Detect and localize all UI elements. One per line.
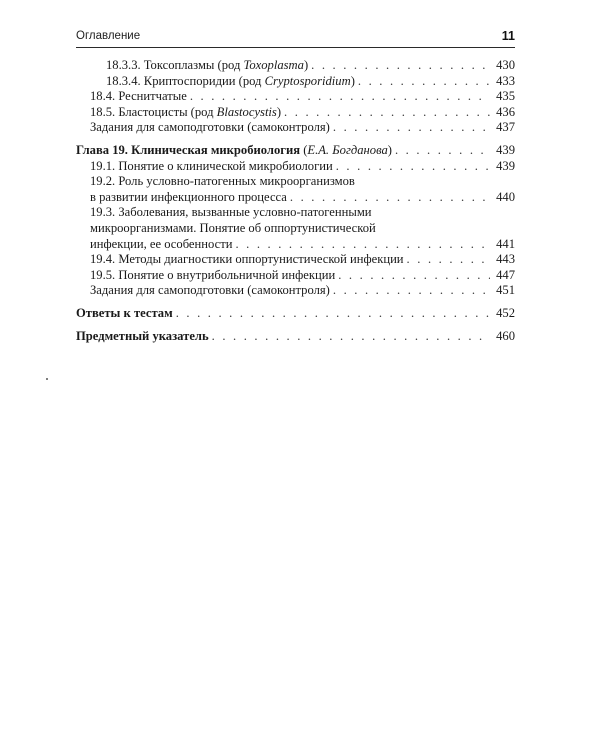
toc-entry-18-3-3 <box>76 58 515 74</box>
toc-entry-title: Задания для самоподготовки (самоконтроля) <box>90 283 330 298</box>
toc-entry-page: 436 <box>496 104 515 119</box>
toc-entry-title: 19.4. Методы диагностики оппортунистической инфекции <box>90 252 404 267</box>
toc-entry-title: Ответы к тестам <box>76 305 173 320</box>
leader-dots <box>190 89 490 105</box>
toc-entry-18-3-4 <box>76 74 515 90</box>
toc-entry-page: 447 <box>496 267 515 282</box>
toc-entry-19-4 <box>76 252 515 268</box>
toc-entry-19-5 <box>76 268 515 284</box>
toc-entry-self-check-19 <box>76 283 515 299</box>
toc-chapter-title: Глава 19. Клиническая микробиология (Е.А. Богданова) <box>76 142 392 157</box>
toc-entry-page: 437 <box>496 120 515 135</box>
leader-dots <box>407 252 490 268</box>
table-of-contents <box>76 58 515 344</box>
toc-entry-answers <box>76 306 515 322</box>
toc-entry-title: Задания для самоподготовки (самоконтроля) <box>90 120 330 135</box>
leader-dots <box>336 159 490 175</box>
toc-entry-page: 452 <box>496 305 515 320</box>
toc-entry-page: 439 <box>496 142 515 157</box>
leader-dots <box>235 237 490 253</box>
leader-dots <box>358 74 490 90</box>
toc-entry-line: 19.3. Заболевания, вызванные условно-патогенными <box>90 205 372 220</box>
toc-entry-18-4 <box>76 89 515 105</box>
toc-entry-self-check-18 <box>76 120 515 136</box>
toc-entry-19-3 <box>76 205 515 252</box>
toc-entry-title: 18.4. Реснитчатые <box>90 89 187 104</box>
toc-entry-title: 19.1. Понятие о клинической микробиологии <box>90 158 333 173</box>
toc-entry-page: 443 <box>496 252 515 267</box>
toc-entry-line: инфекции, ее особенности <box>90 236 233 251</box>
toc-entry-title: 18.3.4. Криптоспоридии (род Cryptosporidium) <box>106 73 355 88</box>
toc-entry-title: 18.3.3. Токсоплазмы (род Toxoplasma) <box>106 58 309 72</box>
toc-entry-line: микроорганизмами. Понятие об оппортунистической <box>90 220 376 235</box>
leader-dots <box>311 58 490 74</box>
toc-chapter-19 <box>76 143 515 159</box>
toc-entry-page: 440 <box>496 189 515 204</box>
leader-dots <box>333 120 490 136</box>
toc-entry-page: 439 <box>496 158 515 173</box>
toc-entry-page: 460 <box>496 328 515 343</box>
toc-entry-page: 435 <box>496 89 515 104</box>
scan-speck <box>46 378 48 380</box>
leader-dots <box>176 306 490 322</box>
toc-entry-page: 430 <box>496 58 515 72</box>
leader-dots <box>395 143 490 159</box>
toc-entry-page: 451 <box>496 283 515 298</box>
page-number: 11 <box>501 29 515 43</box>
leader-dots <box>212 329 490 345</box>
toc-entry-page: 433 <box>496 73 515 88</box>
chapter-author: Е.А. Богданова <box>307 142 388 157</box>
toc-entry-title: 18.5. Бластоцисты (род Blastocystis) <box>90 104 282 119</box>
leader-dots <box>333 283 490 299</box>
running-header-title: Оглавление <box>76 30 141 42</box>
toc-entry-line: в развитии инфекционного процесса <box>90 189 287 204</box>
toc-entry-19-1 <box>76 159 515 175</box>
toc-entry-line: 19.2. Роль условно-патогенных микроорганизмов <box>90 174 355 189</box>
leader-dots <box>290 190 490 206</box>
leader-dots <box>338 268 490 284</box>
toc-entry-19-2 <box>76 174 515 205</box>
toc-entry-18-5 <box>76 105 515 121</box>
toc-entry-subject-index <box>76 329 515 345</box>
running-header <box>76 28 515 48</box>
toc-entry-title: 19.5. Понятие о внутрибольничной инфекции <box>90 267 336 282</box>
toc-entry-page: 441 <box>496 236 515 251</box>
header-rule <box>76 47 515 48</box>
toc-entry-title: Предметный указатель <box>76 328 209 343</box>
leader-dots <box>284 105 490 121</box>
